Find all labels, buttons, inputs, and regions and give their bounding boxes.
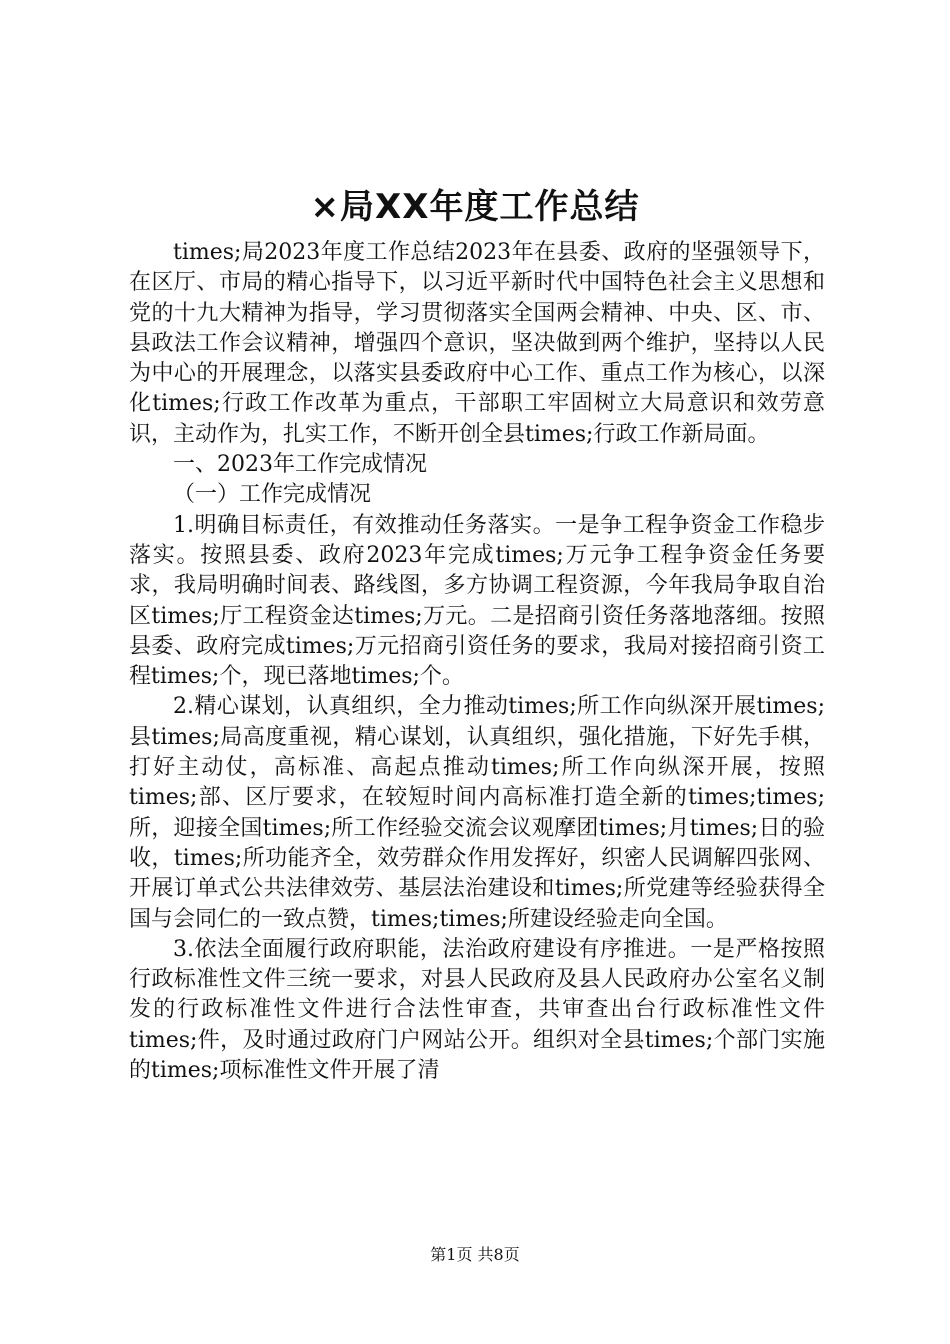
section-heading: 一、2023年工作完成情况 [173, 452, 427, 478]
document-title: ×局XX年度工作总结 [310, 187, 640, 227]
paragraph-item-3: 3.依法全面履行政府职能，法治政府建设有序推进。一是严格按照行政标准性文件三统一要求，对县人民政府及县人民政府办公室名义制发的行政标准性文件进行合法性审查，共审查出台行政标准性文件times;件，及时通过政府门户网站公开。组织对全县times;个部门实施的times;项标准性文件开展了清 [129, 936, 825, 1084]
paragraph-item-2: 2.精心谋划，认真组织，全力推动times;所工作向纵深开展times;县times;局高度重视，精心谋划，认真组织，强化措施，下好先手棋，打好主动仗，高标准、高起点推动times;所工作向纵深开展，按照times;部、区厅要求，在较短时间内高标准打造全新的times;times;所，迎接全国times;所工作经验交流会议观摩团times;月times;日的验收，times;所功能齐全，效劳群众作用发挥好，织密人民调解四张网、开展订单式公共法律效劳、基层法治建设和times;所党建等经验获得全国与会同仁的一致点赞，times;times;所建设经验走向全国。 [129, 694, 825, 932]
paragraph-intro: times;局2023年度工作总结2023年在县委、政府的坚强领导下，在区厅、市局的精心指导下，以习近平新时代中国特色社会主义思想和党的十九大精神为指导，学习贯彻落实全国两会精神、中央、区、市、县政法工作会议精神，增强四个意识，坚决做到两个维护，坚持以人民为中心的开展理念，以落实县委政府中心工作、重点工作为核心，以深化times;行政工作改革为重点，干部职工牢固树立大局意识和效劳意识，主动作为，扎实工作，不断开创全县times;行政工作新局面。 [129, 240, 825, 447]
document-body [129, 238, 825, 1086]
page-footer: 第1页 共8页 [430, 1245, 520, 1264]
paragraph-item-1: 1.明确目标责任，有效推动任务落实。一是争工程争资金工作稳步落实。按照县委、政府2023年完成times;万元争工程争资金任务要求，我局明确时间表、路线图，多方协调工程资源，今年我局争取自治区times;厅工程资金达times;万元。二是招商引资任务落地落细。按照县委、政府完成times;万元招商引资任务的要求，我局对接招商引资工程times;个，现已落地times;个。 [129, 512, 825, 690]
subsection-heading: （一）工作完成情况 [173, 482, 372, 508]
